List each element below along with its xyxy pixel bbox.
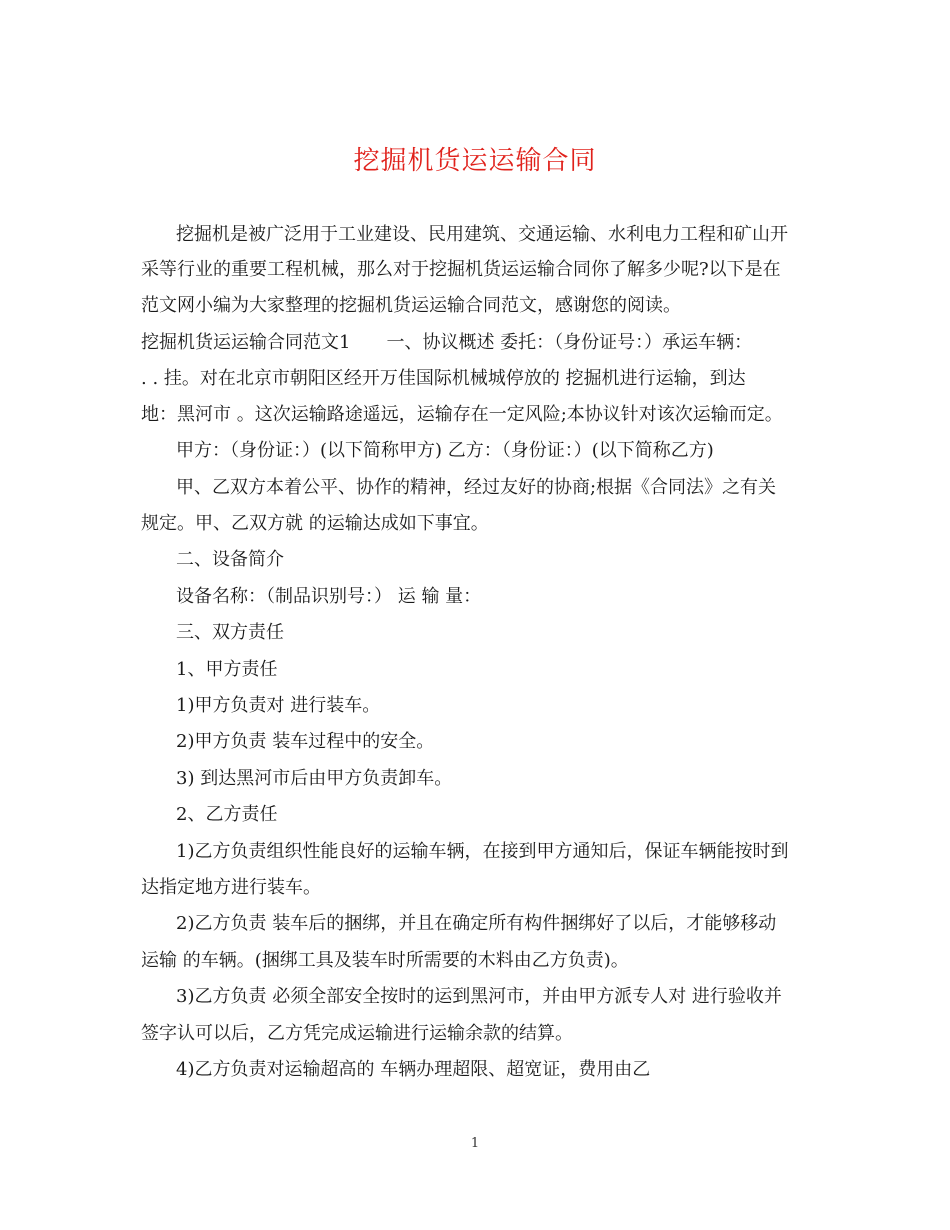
list-item: 4)乙方负责对运输超高的 车辆办理超限、超宽证，费用由乙	[176, 1059, 651, 1080]
body-line: . . 挂。对在北京市朝阳区经开万佳国际机械城停放的 挖掘机进行运输，到达	[141, 368, 746, 389]
body-line: 采等行业的重要工程机械，那么对于挖掘机货运运输合同你了解多少呢?以下是在	[141, 259, 781, 280]
body-line: 甲、乙双方本着公平、协作的精神，经过友好的协商;根据《合同法》之有关	[176, 477, 777, 498]
list-item: 3) 到达黑河市后由甲方负责卸车。	[176, 768, 453, 789]
body-line: 甲方：（身份证：）(以下简称甲方) 乙方：（身份证：）(以下简称乙方)	[176, 440, 714, 461]
list-item-continuation: 签字认可以后，乙方凭完成运输进行运输余款的结算。	[141, 1023, 573, 1044]
document-title: 挖掘机货运运输合同	[353, 146, 597, 176]
list-item: 2)甲方负责 装车过程中的安全。	[176, 731, 435, 752]
list-item-continuation: 运输 的车辆。(捆绑工具及装车时所需要的木料由乙方负责)。	[141, 950, 629, 971]
body-line: 挖掘机货运运输合同范文1 一、协议概述 委托：（身份证号：）承运车辆：	[141, 332, 753, 353]
body-line: 挖掘机是被广泛用于工业建设、民用建筑、交通运输、水利电力工程和矿山开	[176, 224, 788, 245]
body-line: 地：黑河市 。这次运输路途遥远，运输存在一定风险;本协议针对该次运输而定。	[141, 404, 783, 425]
list-item: 1)乙方负责组织性能良好的运输车辆，在接到甲方通知后，保证车辆能按时到	[176, 841, 789, 862]
body-line: 范文网小编为大家整理的挖掘机货运运输合同范文，感谢您的阅读。	[141, 295, 681, 316]
list-item-continuation: 达指定地方进行装车。	[141, 877, 321, 898]
list-item: 2)乙方负责 装车后的捆绑，并且在确定所有构件捆绑好了以后，才能够移动	[176, 913, 777, 934]
page-number: 1	[470, 1136, 480, 1151]
subsection-heading: 2、乙方责任	[176, 804, 278, 825]
subsection-heading: 1、甲方责任	[176, 659, 278, 680]
body-line: 规定。甲、乙双方就 的运输达成如下事宜。	[141, 513, 489, 534]
section-heading: 二、设备简介	[176, 549, 284, 570]
body-line: 设备名称：（制品识别号：） 运 输 量：	[176, 586, 482, 607]
section-heading: 三、双方责任	[176, 622, 284, 643]
list-item: 1)甲方负责对 进行装车。	[176, 695, 381, 716]
list-item: 3)乙方负责 必须全部安全按时的运到黑河市，并由甲方派专人对 进行验收并	[176, 986, 782, 1007]
